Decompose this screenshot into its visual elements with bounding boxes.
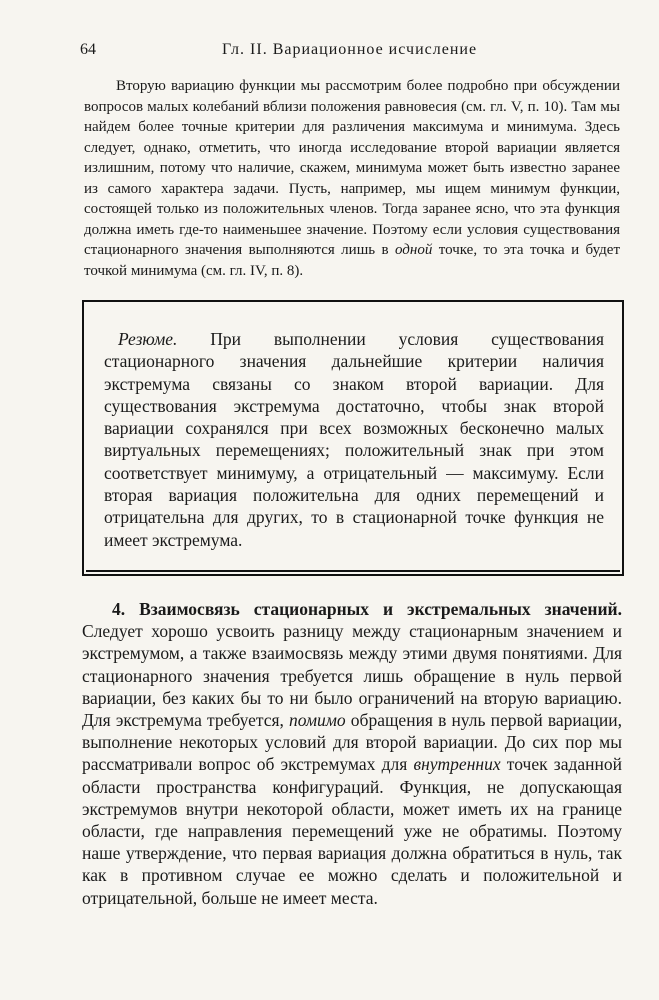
paragraph-text: Следует хорошо усвоить разницу между стационарным значением и экстремумом, а также взаимосвязь между этими двумя понятиями. Для стационарного значения требуется лишь обращение в нуль первой вариации, без каких бы то ни было ограничений на вторую вариацию. Для экстремума требуется, <box>82 621 622 731</box>
paragraph-text: точке, то эта точка и будет точкой минимума (см. гл. IV, п. 8). <box>84 242 620 279</box>
section-paragraph <box>82 598 622 909</box>
emphasis-text: помимо <box>289 710 346 731</box>
resume-box <box>82 300 624 576</box>
resume-label: Резюме. <box>118 329 178 349</box>
paragraph-text: обращения в нуль первой вариации, выполнение некоторых условий для второй вариации. До сих пор мы рассматривали вопрос об экстремумах для <box>82 710 622 775</box>
resume-paragraph <box>104 328 604 551</box>
paragraph-text: точек заданной области пространства конфигураций. Функция, не допускающая экстремумов внутри некоторой области, может иметь их на границе области, где направления перемещений уже не обратимы. Поэтому наше утверждение, что первая вариация должна обратиться в нуль, так как в противном случае ее можно сделать и положительной и отрицательной, больше не имеет места. <box>82 754 622 908</box>
paragraph-text: Вторую вариацию функции мы рассмотрим более подробно при обсуждении вопросов малых колебаний вблизи положения равновесия (см. гл. V, п. 10). Там мы найдем более точные критерии для различения максимума и минимума. Здесь следует, однако, отметить, что иногда исследование второй вариации является излишним, потому что наличие, скажем, минимума может быть известно заранее из самого характера задачи. Пусть, например, мы ищем минимум функции, состоящей только из положительных членов. Тогда заранее ясно, что эта функция должна иметь где-то наименьшее значение. Поэтому если условия существования стационарного значения выполняются лишь в <box>84 78 620 258</box>
section-heading: 4. Взаимосвязь стационарных и экстремальных значений. <box>112 599 622 619</box>
emphasis-text: внутренних <box>413 754 501 775</box>
resume-text: При выполнении условия существования стационарного значения дальнейшие критерии наличия экстремума связаны со знаком второй вариации. Для существования экстремума достаточно, чтобы знак второй вариации сохранялся при всех возможных бесконечно малых виртуальных перемещениях; положительный знак при этом соответствует минимуму, а отрицательный — максимуму. Если вторая вариация положительна для одних перемещений и отрицательна для других, то в стационарной точке функция не имеет экстремума. <box>104 329 604 550</box>
small-print-paragraph <box>84 76 620 281</box>
page-number: 64 <box>80 41 96 58</box>
emphasis-text: одной <box>394 242 433 258</box>
running-title: Гл. II. Вариационное исчисление <box>222 41 478 58</box>
